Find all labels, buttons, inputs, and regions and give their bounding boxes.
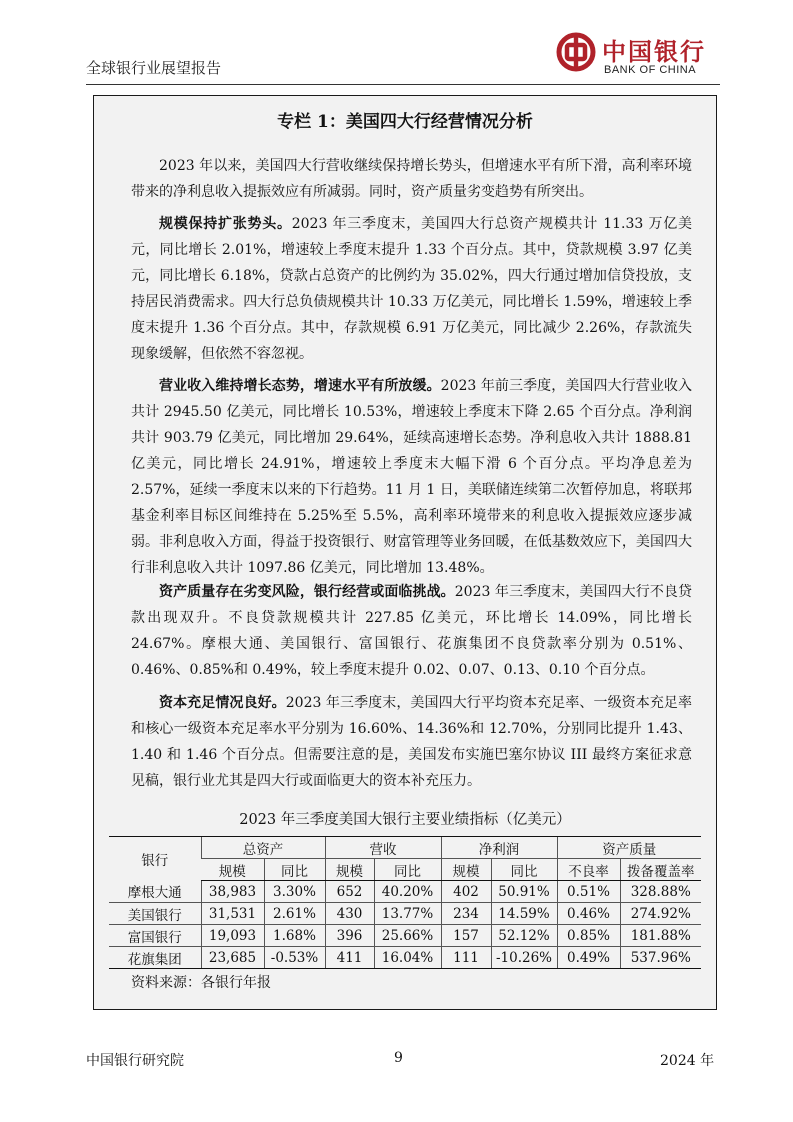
sub-header: 同比 xyxy=(264,859,325,881)
table-cell: 23,685 xyxy=(201,947,264,969)
bank-name-cell: 花旗集团 xyxy=(109,947,201,969)
table-cell: 0.85% xyxy=(557,925,620,947)
sub-header: 不良率 xyxy=(557,859,620,881)
paragraph-scale-heading: 规模保持扩张势头。 xyxy=(159,216,292,232)
report-title: 全球银行业展望报告 xyxy=(86,59,222,77)
intro-paragraph: 2023 年以来，美国四大行营收继续保持增长势头，但增速水平有所下滑，高利率环境带来的净利息收入提振效应有所减弱。同时，资产质量劣变趋势有所突出。 xyxy=(131,158,692,200)
bank-name-cell: 富国银行 xyxy=(109,925,201,947)
table-cell: 537.96% xyxy=(620,947,701,969)
sub-header: 规模 xyxy=(201,859,264,881)
page-number: 9 xyxy=(394,1050,403,1066)
footer-publisher: 中国银行研究院 xyxy=(86,1053,184,1069)
table-cell: 25.66% xyxy=(374,925,441,947)
paragraph-capital-text: 2023 年三季度末，美国四大行平均资本充足率、一级资本充足率和核心一级资本充足率水平分别为 16.60%、14.36%和 12.70%，分别同比提升 1.43、1.40 和 1.46 个百分点。但需要注意的是，美国发布实施巴塞尔协议 III 最终方案征求意见稿，银行业尤其是四大行或面临更大的资本补充压力。 xyxy=(131,695,693,789)
header-divider xyxy=(86,84,720,85)
paragraph-asset-quality-text: 2023 年三季度末，美国四大行不良贷款出现双升。不良贷款规模共计 227.85 亿美元，环比增长 14.09%，同比增长 24.67%。摩根大通、美国银行、富国银行、花旗集团不良贷款率分别为 0.51%、0.46%、0.85%和 0.49%，较上季度末提升 0.02、0.07、0.13、0.10 个百分点。 xyxy=(131,584,692,678)
sub-header: 规模 xyxy=(441,859,491,881)
column-box xyxy=(93,95,717,1010)
table-cell: 1.68% xyxy=(264,925,325,947)
table-cell: 16.04% xyxy=(374,947,441,969)
paragraph-revenue-heading: 营业收入维持增长态势，增速水平有所放缓。 xyxy=(159,378,441,394)
table-cell: 40.20% xyxy=(374,881,441,903)
paragraph-revenue-text: 2023 年前三季度，美国四大行营业收入共计 2945.50 亿美元，同比增长 10.53%，增速较上季度末下降 2.65 个百分点。净利润共计 903.79 亿美元，同比增加 29.64%，延续高速增长态势。净利息收入共计 1888.81 亿美元，同比增长 24.91%，增速较上季度末大幅下滑 6 个百分点。平均净息差为 2.57%，延续一季度末以来的下行趋势。11 月 1 日，美联储连续第二次暂停加息，将联邦基金利率目标区间维持在 5.25%至 5.5%，高利率环境带来的利息收入提振效应逐步减弱。非利息收入方面，得益于投资银行、财富管理等业务回暖，在低基数效应下，美国四大行非利息收入共计 1097.86 亿美元，同比增加 13.48%。 xyxy=(131,378,692,576)
bank-name-cell: 美国银行 xyxy=(109,903,201,925)
logo-chinese-name: 中国银行 xyxy=(602,38,706,66)
table-cell: 13.77% xyxy=(374,903,441,925)
table-cell: 19,093 xyxy=(201,925,264,947)
table-title: 2023 年三季度美国大银行主要业绩指标（亿美元） xyxy=(239,812,571,828)
table-source-note: 资料来源：各银行年报 xyxy=(131,975,271,991)
table-header-row xyxy=(109,837,701,859)
table-row xyxy=(109,903,701,925)
table-cell: 396 xyxy=(325,925,374,947)
table-cell: 14.59% xyxy=(491,903,557,925)
table-cell: 234 xyxy=(441,903,491,925)
paragraph-asset-quality xyxy=(131,579,692,683)
bank-name-cell: 摩根大通 xyxy=(109,881,201,903)
group-header: 营收 xyxy=(325,837,441,859)
performance-table xyxy=(109,836,701,969)
paragraph-scale xyxy=(131,211,692,367)
table-cell: 157 xyxy=(441,925,491,947)
table-cell: 411 xyxy=(325,947,374,969)
footer-year: 2024 年 xyxy=(660,1053,715,1069)
table-cell: 652 xyxy=(325,881,374,903)
group-header: 净利润 xyxy=(441,837,557,859)
table-cell: -10.26% xyxy=(491,947,557,969)
table-cell: 402 xyxy=(441,881,491,903)
group-header: 总资产 xyxy=(201,837,325,859)
boc-emblem-icon xyxy=(556,32,596,72)
table-cell: 50.91% xyxy=(491,881,557,903)
table-row xyxy=(109,947,701,969)
table-cell: 3.30% xyxy=(264,881,325,903)
sub-header: 同比 xyxy=(374,859,441,881)
table-cell: 111 xyxy=(441,947,491,969)
bank-of-china-logo xyxy=(556,30,716,80)
paragraph-capital xyxy=(131,690,692,794)
group-header: 资产质量 xyxy=(557,837,701,859)
logo-english-name: BANK OF CHINA xyxy=(604,64,697,76)
column-title: 专栏 1：美国四大行经营情况分析 xyxy=(277,112,533,132)
table-cell: 31,531 xyxy=(201,903,264,925)
paragraph-revenue xyxy=(131,373,692,581)
paragraph-scale-text: 2023 年三季度末，美国四大行总资产规模共计 11.33 万亿美元，同比增长 2.01%，增速较上季度末提升 1.33 个百分点。其中，贷款规模 3.97 亿美元，同比增长 6.18%，贷款占总资产的比例约为 35.02%，四大行通过增加信贷投放，支持居民消费需求。四大行总负债规模共计 10.33 万亿美元，同比增长 1.59%，增速较上季度末提升 1.36 个百分点。其中，存款规模 6.91 万亿美元，同比减少 2.26%，存款流失现象缓解，但依然不容忽视。 xyxy=(131,216,692,362)
sub-header: 同比 xyxy=(491,859,557,881)
table-cell: 38,983 xyxy=(201,881,264,903)
paragraph-asset-quality-heading: 资产质量存在劣变风险，银行经营或面临挑战。 xyxy=(159,584,455,600)
table-cell: 52.12% xyxy=(491,925,557,947)
sub-header: 规模 xyxy=(325,859,374,881)
table-row xyxy=(109,881,701,903)
table-cell: 2.61% xyxy=(264,903,325,925)
bank-column-header: 银行 xyxy=(109,837,201,881)
table-cell: -0.53% xyxy=(264,947,325,969)
table-cell: 274.92% xyxy=(620,903,701,925)
table-cell: 181.88% xyxy=(620,925,701,947)
sub-header: 拨备覆盖率 xyxy=(620,859,701,881)
paragraph-capital-heading: 资本充足情况良好。 xyxy=(159,695,286,711)
table-cell: 0.46% xyxy=(557,903,620,925)
table-cell: 0.51% xyxy=(557,881,620,903)
table-cell: 0.49% xyxy=(557,947,620,969)
table-cell: 328.88% xyxy=(620,881,701,903)
table-row xyxy=(109,925,701,947)
table-cell: 430 xyxy=(325,903,374,925)
